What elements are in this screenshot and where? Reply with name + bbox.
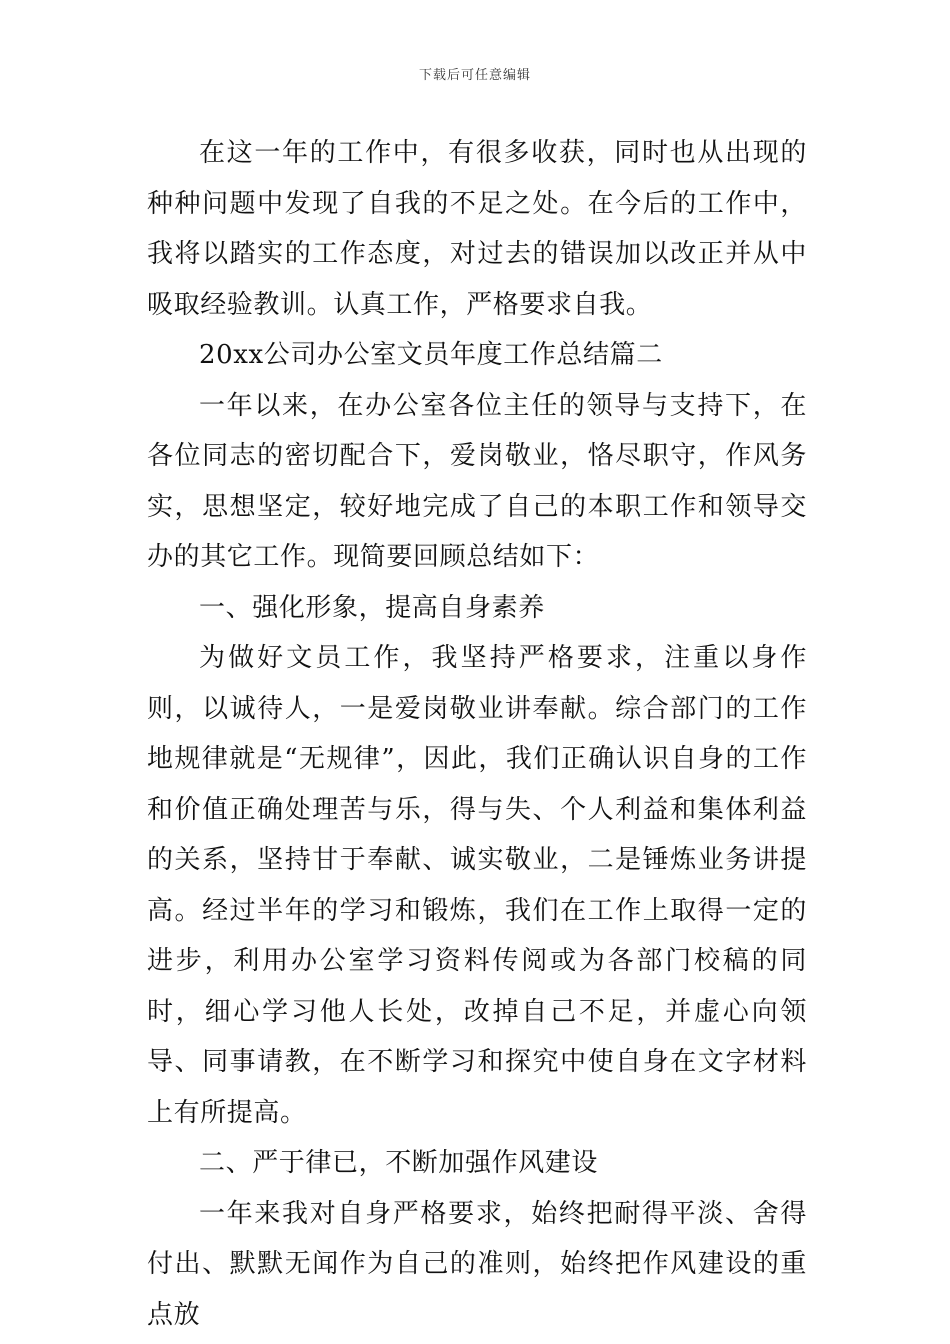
section-title-part-two: 20xx公司办公室文员年度工作总结篇二 [199, 340, 663, 370]
heading-strengthen-image: 一、强化形象，提高自身素养 [199, 592, 545, 623]
document-body [147, 128, 807, 1340]
paragraph-reflection: 在这一年的工作中，有很多收获，同时也从出现的种种问题中发现了自我的不足之处。在今后的工作中，我将以踏实的工作态度，对过去的错误加以改正并从中吸取经验教训。认真工作，严格要求自我。 [147, 138, 807, 320]
paragraph-intro: 一年以来，在办公室各位主任的领导与支持下，在各位同志的密切配合下，爱岗敬业，恪尽职守，作风务实，思想坚定，较好地完成了自己的本职工作和领导交办的其它工作。现简要回顾总结如下： [147, 390, 807, 572]
editable-download-note: 下载后可任意编辑 [418, 68, 531, 83]
paragraph-strict-requirements: 一年来我对自身严格要求，始终把耐得平淡、舍得付出、默默无闻作为自己的准则，始终把作风建设的重点放 [147, 1198, 807, 1330]
paragraph-clerk-work: 为做好文员工作，我坚持严格要求，注重以身作则，以诚待人，一是爱岗敬业讲奉献。综合部门的工作地规律就是“无规律”，因此，我们正确认识自身的工作和价值正确处理苦与乐，得与失、个人利益和集体利益的关系，坚持甘于奉献、诚实敬业，二是锤炼业务讲提高。经过半年的学习和锻炼，我们在工作上取得一定的进步，利用办公室学习资料传阅或为各部门校稿的同时，细心学习他人长处，改掉自己不足，并虚心向领导、同事请教，在不断学习和探究中使自身在文字材料上有所提高。 [147, 643, 807, 1128]
heading-self-discipline: 二、严于律已，不断加强作风建设 [199, 1148, 599, 1178]
